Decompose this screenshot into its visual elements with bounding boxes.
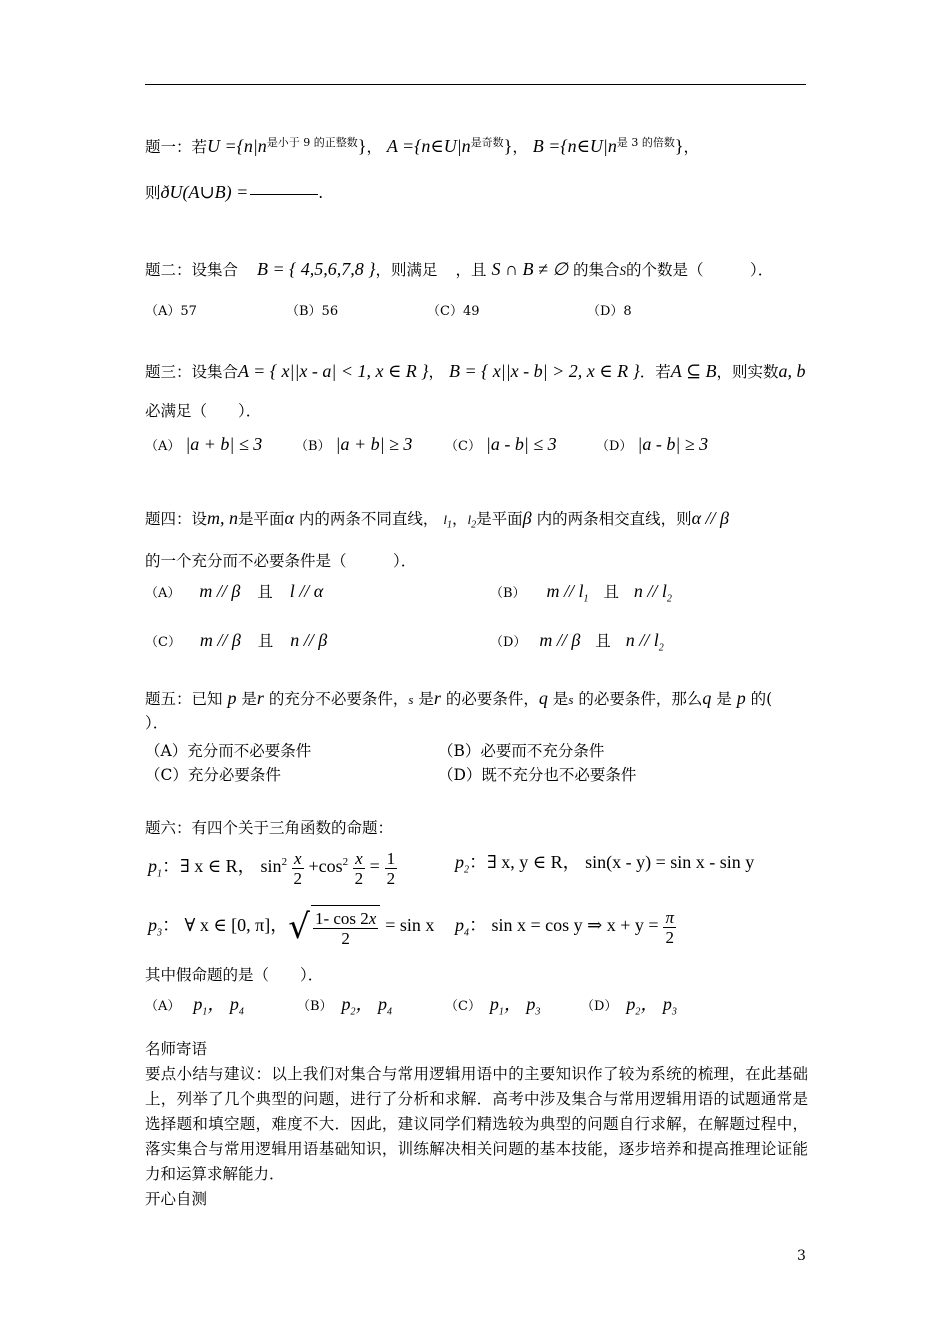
q2-cond: S ∩ B ≠ ∅ <box>491 259 569 279</box>
q6-option-d <box>581 993 677 1024</box>
q4-l2-letter: l <box>467 512 472 527</box>
q4-t3: 是平面 <box>476 510 523 528</box>
q4-opt-a-left: m // β <box>199 581 241 601</box>
q4-option-b <box>490 580 672 611</box>
q5-p: p <box>227 688 237 708</box>
q5-t2: 是 <box>241 690 257 708</box>
q5-t5: 的必要条件， <box>445 690 539 708</box>
q5-t6: 是 <box>552 690 569 708</box>
q2-set: B = { 4,5,6,7,8 } <box>256 259 376 279</box>
q4-option-a <box>145 580 323 605</box>
q4-qie-d: 且 <box>595 632 611 650</box>
advice-title: 名师寄语 <box>145 1040 208 1058</box>
q4-line1: 题四：设m, n是平面α 内的两条不同直线， $l_1$，$l_2$是平面β 内的两条相交直线，则α // β <box>145 508 729 531</box>
q6-p1: $p_1$：∃ x ∈ R， $\sin^2$ $\frac{x}{2}$ $+\cos^2$ $\frac{x}{2}$ = $\frac{1}{2}$ <box>148 848 396 888</box>
q4-opt-label-c: （C） <box>145 635 181 650</box>
q4-opt-a-right-text: l // α <box>289 581 324 601</box>
q5-q: q <box>538 688 548 708</box>
q6-p1-identity: $\sin^2$ <box>260 856 288 876</box>
q6-option-c <box>445 993 540 1024</box>
q4-qie-c: 且 <box>257 632 274 650</box>
q6-opt-b: $p_2$， $p_4$ <box>341 994 392 1018</box>
q1-line2 <box>145 181 323 204</box>
q4-option-c <box>145 629 327 654</box>
q6-opt-a: $p_1$， $p_4$ <box>193 994 244 1018</box>
q3-option-c <box>445 433 557 458</box>
q6-opt-c: $p_1$， $p_3$ <box>489 994 541 1018</box>
page-number: 3 <box>797 1248 806 1264</box>
q3-ab: a, b <box>778 361 806 381</box>
q2-S: S <box>619 263 626 278</box>
q4-alpha: α <box>284 508 294 528</box>
q6-option-b <box>297 993 392 1024</box>
q3-option-d <box>596 433 708 458</box>
q4-mn: m, n <box>207 508 239 528</box>
q2-option-b: （B）56 <box>286 304 339 319</box>
q4-qie-a: 且 <box>257 583 273 601</box>
q6-question: 其中假命题的是（ ）． <box>145 966 324 984</box>
q5-t9: 的( <box>750 690 773 708</box>
q3-opt-expr-a: |a + b| ≤ 3 <box>185 434 263 454</box>
q3-option-a <box>145 433 262 458</box>
q6-opt-label-d: （D） <box>581 999 618 1014</box>
q4-qie-b: 且 <box>603 583 619 601</box>
q3-opt-label-a: （A） <box>145 439 181 454</box>
q6-p1-label-text: p <box>148 856 157 876</box>
q4-opt-a-right <box>290 581 323 601</box>
header-rule <box>145 84 806 85</box>
q6-p2-label: $p_2$ <box>455 852 469 876</box>
q6-frac-half: $\frac{1}{2}$ <box>386 848 396 888</box>
q6-p2 <box>455 851 754 882</box>
q4-t2: 内的两条不同直线， <box>298 510 439 528</box>
q6-p3-label: $p_3$ <box>148 915 162 939</box>
q2-mid: ，则满足 <box>375 261 438 279</box>
q5-option-c: （C）充分必要条件 <box>145 766 281 784</box>
q6-p4-expr: ： sin x = cos y ⇒ x + y = <box>469 915 659 935</box>
sqrt-icon: √ <box>288 907 310 947</box>
q4-t1: 是平面 <box>238 510 285 528</box>
q3-mid: ．若 <box>639 363 671 381</box>
q3-tail: ，则实数 <box>716 363 779 381</box>
q6-opt-label-a: （A） <box>145 999 181 1014</box>
q1-blank <box>250 194 318 195</box>
q2-line1 <box>145 258 773 282</box>
q6-option-a <box>145 993 244 1024</box>
q4-l1: $l_1$ <box>443 512 452 531</box>
q5-option-d: （D）既不充分也不必要条件 <box>438 766 637 784</box>
q1-B-def: B ={n∈U|n <box>532 136 617 157</box>
q3-cond: A ⊆ B <box>670 361 717 381</box>
q6-p3-radicand: $\frac{1- \cos 2x}{2}$ <box>311 905 380 950</box>
q1-U-def: U ={n|n <box>207 136 267 157</box>
q5-r: r <box>256 688 264 708</box>
q5-t8: 是 <box>716 690 732 708</box>
q1-then: 则 <box>145 184 161 202</box>
q2-end: 的个数是（ ）． <box>625 261 774 279</box>
q4-l1-letter: l <box>443 512 447 527</box>
q5-t4: 是 <box>418 690 434 708</box>
q6-p1-expr: ：∃ x ∈ R， <box>162 856 256 876</box>
q6-p2-label-text: p <box>455 852 464 872</box>
q3-line1: 题三：设集合A = { x||x - a| < 1, x ∈ R }， B = { x||x - b| > 2, x ∈ R }．若A ⊆ B，则实数a, b <box>145 361 806 381</box>
q2-label: 题二：设集合 <box>145 261 239 279</box>
q4-opt-label-a: （A） <box>145 586 181 601</box>
q6-p2-expr: ：∃ x, y ∈ R， sin(x - y) = sin x - sin y <box>469 852 755 872</box>
q6-p4-label: $p_4$ <box>455 915 469 939</box>
q5-option-a: （A）充分而不必要条件 <box>145 742 312 760</box>
q5-t1: 题五：已知 <box>145 690 223 708</box>
q4-label: 题四：设 <box>145 510 208 528</box>
q3-opt-label-d: （D） <box>596 439 633 454</box>
q4-beta: β <box>522 508 532 528</box>
q3-label: 题三：设集合 <box>145 363 239 381</box>
q5-r2: r <box>433 688 441 708</box>
q1-end: . <box>318 184 324 202</box>
q1-A-def: A ={n∈U|n <box>386 136 471 157</box>
q6-opt-label-b: （B） <box>297 999 333 1014</box>
q6-p3 <box>148 903 434 956</box>
q1-A-cond: 是奇数 <box>470 136 504 149</box>
q4-opt-b-left: m // $l_1$ <box>546 581 589 605</box>
q6-opt-d: $p_2$， $p_3$ <box>626 994 677 1018</box>
q5-line1 <box>145 687 772 711</box>
q2-option-a: （A）57 <box>145 304 197 319</box>
q4-opt-label-b: （B） <box>490 586 526 601</box>
q1-line1: 题一：若$U =\{n|n^{是小于 9 的正整数}\}$， $A =\{n\in U|n^{是奇数}\}$， $B =\{n\in U|n^{是 3 的倍数}\}$， <box>145 136 700 157</box>
q6-p3-expr: ： ∀ x ∈ [0, π]， <box>162 915 289 935</box>
q4-option-d <box>490 629 664 660</box>
q3-opt-expr-d: |a - b| ≥ 3 <box>637 434 709 454</box>
q4-opt-d-left: m // β <box>539 630 581 650</box>
q3-opt-expr-c: |a - b| ≤ 3 <box>485 434 557 454</box>
q6-frac-x2-b: $\frac{x}{2}$ <box>354 848 364 888</box>
q4-t4: 内的两条相交直线，则 <box>536 510 692 528</box>
q4-opt-d-right: n // $l_2$ <box>625 630 664 654</box>
advice-body: 要点小结与建议：以上我们对集合与常用逻辑用语中的主要知识作了较为系统的梳理，在此基础上，列举了几个典型的问题，进行了分析和求解．高考中涉及集合与常用逻辑用语的试题通常是选择题和填空题，难度不大．因此，建议同学们精选较为典型的问题自行求解，在解题过程中，落实集合与常用逻辑用语基础知识，训练解决相关问题的基本技能，逐步培养和提高推理论证能力和运算求解能力． <box>145 1065 808 1183</box>
q3-opt-label-c: （C） <box>445 439 481 454</box>
q5-p2: p <box>736 688 746 708</box>
q6-frac-x2-a: $\frac{x}{2}$ <box>293 848 303 888</box>
q4-opt-label-d: （D） <box>490 635 527 650</box>
q3-opt-label-b: （B） <box>295 439 331 454</box>
q5-t3: 的充分不必要条件， <box>268 690 409 708</box>
q3-opt-expr-b: |a + b| ≥ 3 <box>335 434 413 454</box>
q6-frac-pi2: $\frac{\pi}{2}$ <box>665 907 675 947</box>
q3-line2: 必满足（ ）． <box>145 402 262 420</box>
q1-expr: ðU(A∪B) = <box>160 182 249 202</box>
q3-set-B: B = { x||x - b| > 2, x ∈ R } <box>448 361 640 381</box>
q5-line2: ）． <box>145 714 169 732</box>
q4-opt-b-right: n // $l_2$ <box>633 581 672 605</box>
q4-rel: α // β <box>691 508 729 528</box>
q5-t7: 的必要条件，那么 <box>578 690 703 708</box>
q4-l2: $l_2$ <box>467 512 477 531</box>
advice-footer: 开心自测 <box>145 1190 208 1208</box>
q5-s: s <box>408 692 414 707</box>
q4-opt-c-left: m // β <box>199 630 241 650</box>
q5-q2: q <box>702 688 712 708</box>
q2-option-c: （C）49 <box>427 304 480 319</box>
q4-opt-d-right-text: n // l <box>625 630 659 650</box>
q1-label: 题一：若 <box>145 138 208 157</box>
q2-option-d: （D）8 <box>587 304 632 319</box>
q2-and: ，且 <box>455 261 487 279</box>
q6-label: 题六：有四个关于三角函数的命题： <box>145 819 394 837</box>
q2-tail: 的集合 <box>572 261 620 279</box>
q6-p1-label: $p_1$ <box>148 856 162 880</box>
q3-set-A: A = { x||x - a| < 1, x ∈ R } <box>238 361 429 381</box>
q5-s2: s <box>568 692 574 707</box>
q5-option-b: （B）必要而不充分条件 <box>438 742 605 760</box>
q6-p3-label-text: p <box>148 915 157 935</box>
q6-opt-label-c: （C） <box>445 999 481 1014</box>
q6-p4 <box>455 903 676 956</box>
q4-opt-b-right-text: n // l <box>633 581 667 601</box>
q1-U-cond: 是小于 9 的正整数 <box>266 136 358 149</box>
q6-p3-expr-b: = sin x <box>385 915 435 935</box>
q4-line2: 的一个充分而不必要条件是（ ）． <box>145 552 417 570</box>
q4-opt-b-left-text: m // l <box>546 581 584 601</box>
q1-B-cond: 是 3 的倍数 <box>616 136 675 149</box>
q3-option-b <box>295 433 412 458</box>
q4-opt-c-right: n // β <box>290 630 328 650</box>
q6-p4-label-text: p <box>455 915 464 935</box>
